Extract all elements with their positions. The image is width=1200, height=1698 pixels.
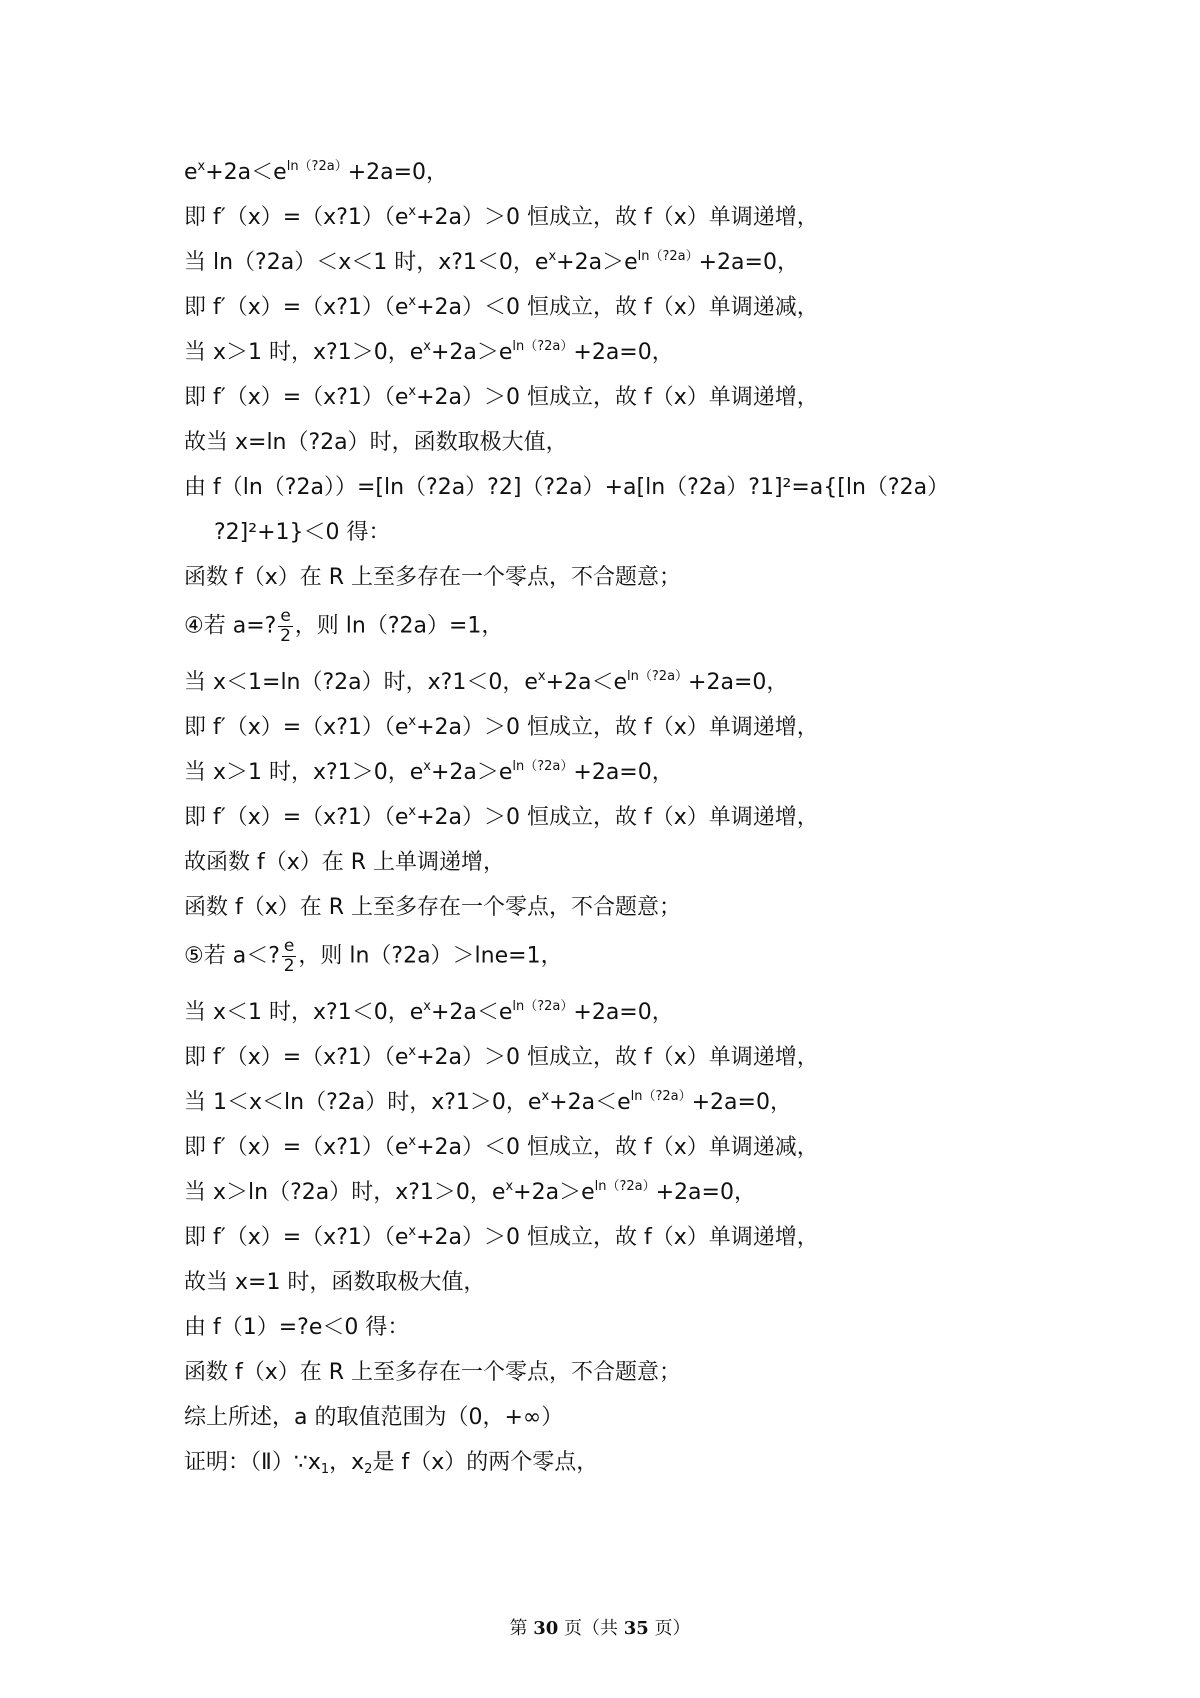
- text-line-27: 函数 f（x）在 R 上至多存在一个零点，不合题意；: [184, 1360, 682, 1385]
- text-line-7: 故当 x=ln（?2a）时，函数取极大值，: [184, 430, 568, 455]
- text-line-2: 即 $f'(x)=(x?1)(e^x+2a)>0$ 恒成立，故 f（x）单调递增，: [184, 204, 819, 230]
- text-line-15: 即 $f'(x)=(x?1)(e^x+2a)>0$ 恒成立，故 f（x）单调递增，: [184, 804, 819, 830]
- text-line-21: 当 1＜x＜ln（?2a）时，x?1＞0，$e^x+2a<e^{ln(?2a)}+2a=0$，: [184, 1089, 792, 1115]
- text-line-5: 当 x＞1 时，x?1＞0，$e^x+2a>e^{ln(?2a)}+2a=0$，: [184, 339, 674, 365]
- footer-mid: 页（共: [564, 1618, 618, 1639]
- text-line-12: 当 x＜1=ln（?2a）时，x?1＜0，$e^x+2a<e^{ln(?2a)}+2a=0$，: [184, 669, 789, 695]
- text-line-26: 由 f（1）=?e＜0 得：: [184, 1315, 410, 1340]
- text-line-29: 证明：$(Ⅱ)\because x_1$，$x_2$是 f（x）的两个零点，: [184, 1450, 599, 1477]
- text-line-19: 当 x＜1 时，x?1＜0，$e^x+2a<e^{ln(?2a)}+2a=0$，: [184, 999, 674, 1025]
- text-line-18: ⑤若 a＜? $\frac{e}{2}$ ，则 ln（?2a）＞lne=1，: [184, 936, 563, 976]
- fraction-e-over-2: $\frac{e}{2}$: [280, 606, 291, 646]
- current-page-number: 30: [533, 1618, 559, 1639]
- page-footer: [0, 1614, 1200, 1640]
- text-line-14: 当 x＞1 时，x?1＞0，$e^x+2a>e^{ln(?2a)}+2a=0$，: [184, 759, 674, 785]
- text-line-23: 当 x＞ln（?2a）时，x?1＞0，$e^x+2a>e^{ln(?2a)}+2a=0$，: [184, 1179, 756, 1205]
- footer-prefix: 第: [509, 1618, 528, 1639]
- text-line-16: 故函数 f（x）在 R 上单调递增，: [184, 850, 506, 875]
- text-line-22: 即 $f'(x)=(x?1)(e^x+2a)<0$ 恒成立，故 f（x）单调递减，: [184, 1134, 819, 1160]
- total-page-number: 35: [623, 1618, 649, 1639]
- text-line-11: ④若 a=? $\frac{e}{2}$ ，则 ln（?2a）=1，: [184, 606, 504, 646]
- text-line-13: 即 $f'(x)=(x?1)(e^x+2a)>0$ 恒成立，故 f（x）单调递增，: [184, 714, 819, 740]
- text-line-6: 即 $f'(x)=(x?1)(e^x+2a)>0$ 恒成立，故 f（x）单调递增，: [184, 384, 819, 410]
- text-line-9: ?2]²+1}＜0 得：: [214, 520, 391, 545]
- text-line-8: 由 f（ln（?2a））=[ln（?2a）?2]（?2a）+a[ln（?2a）?1]²=a{[ln（?2a）: [184, 475, 950, 500]
- text-line-25: 故当 x=1 时，函数取极大值，: [184, 1270, 486, 1295]
- footer-suffix: 页）: [654, 1618, 691, 1639]
- fraction-e-over-2: $\frac{e}{2}$: [283, 936, 295, 976]
- text-line-24: 即 $f'(x)=(x?1)(e^x+2a)>0$ 恒成立，故 f（x）单调递增，: [184, 1224, 819, 1250]
- text-line-3: 当 ln（?2a）＜x＜1 时，x?1＜0，$e^x+2a>e^{ln(?2a)}+2a=0$，: [184, 249, 799, 275]
- text-line-4: 即 $f'(x)=(x?1)(e^x+2a)<0$ 恒成立，故 f（x）单调递减，: [184, 294, 819, 320]
- text-line-1: $e^x+2a<e^{ln(?2a)}+2a=0$，: [184, 159, 449, 185]
- text-line-28: 综上所述，a 的取值范围为（0，+∞）: [184, 1405, 564, 1430]
- text-line-17: 函数 f（x）在 R 上至多存在一个零点，不合题意；: [184, 895, 682, 920]
- text-line-10: 函数 f（x）在 R 上至多存在一个零点，不合题意；: [184, 565, 682, 590]
- text-line-20: 即 $f'(x)=(x?1)(e^x+2a)>0$ 恒成立，故 f（x）单调递增，: [184, 1044, 819, 1070]
